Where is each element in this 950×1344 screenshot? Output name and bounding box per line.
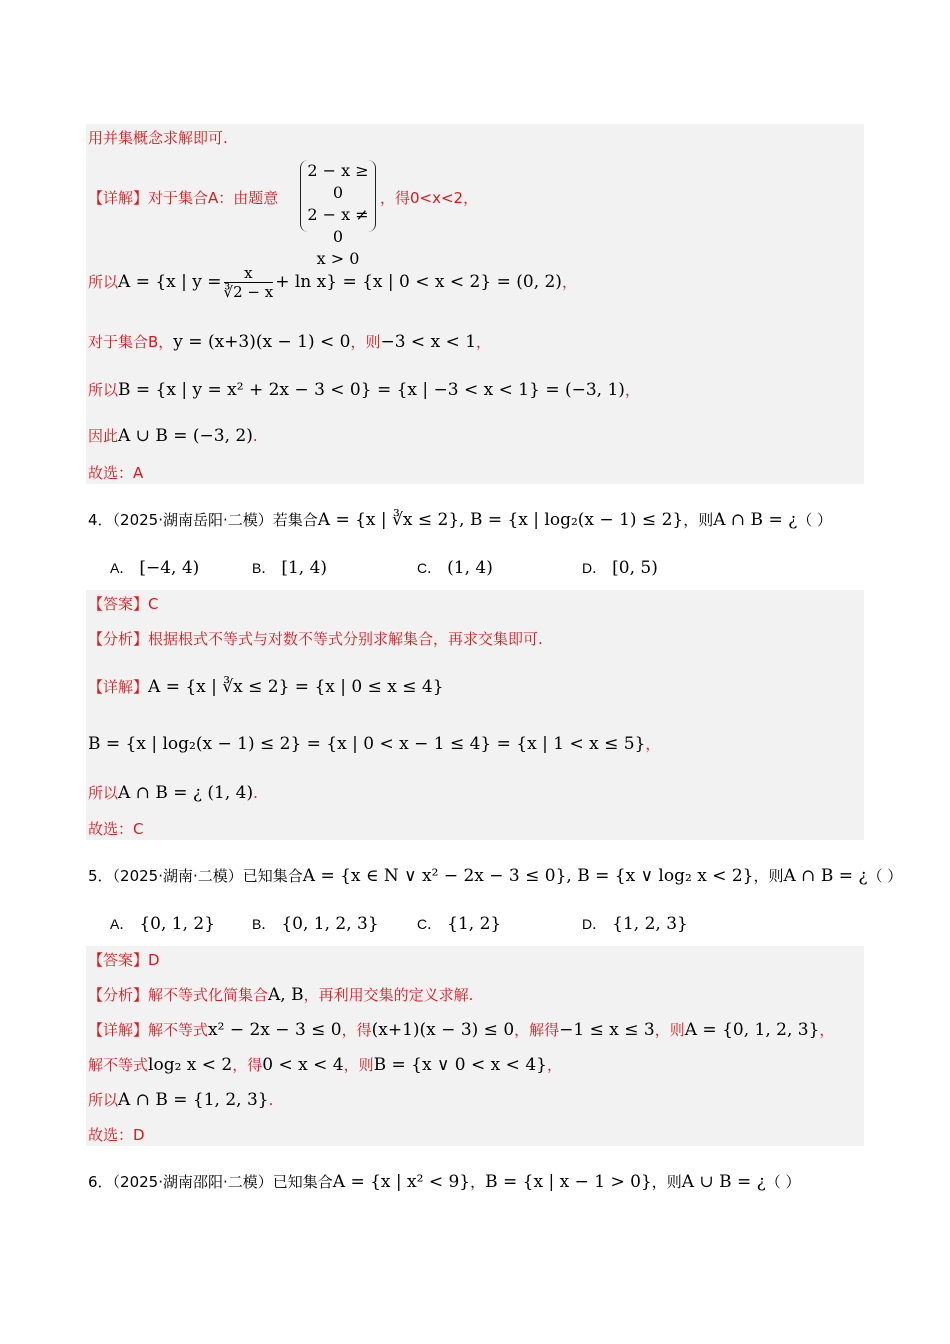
line-prefix: 因此	[88, 427, 119, 445]
set-b-line	[88, 734, 660, 754]
option-value: [1, 4)	[281, 558, 328, 578]
set-a-left: A = {x | y =	[118, 272, 222, 292]
option-a	[110, 558, 199, 578]
detail-text: 对于集合A：由题意	[148, 189, 279, 207]
line-end: ，	[476, 333, 492, 351]
solution-block-5	[86, 946, 864, 1146]
detail-math-3: −1 ≤ x ≤ 3	[559, 1020, 655, 1040]
option-value: {0, 1, 2, 3}	[281, 914, 379, 934]
set-b-line	[88, 332, 491, 352]
option-b	[252, 558, 327, 578]
detail-math: x² − 2x − 3 ≤ 0	[208, 1020, 342, 1040]
intersection-math: A ∩ B = {1, 2, 3}	[118, 1090, 269, 1110]
fraction-denominator: ∛2 − x	[223, 283, 274, 301]
system-row: 2 − x ≥ 0	[307, 161, 369, 202]
set-a-right: + ln x} = {x | 0 < x < 2} = (0, 2)	[275, 272, 562, 292]
question-4	[88, 510, 832, 530]
system-row: x > 0	[316, 249, 360, 268]
answer-choice: 故选：A	[88, 464, 144, 482]
line-end: .	[253, 784, 258, 802]
detail-result: ，得0<x<2，	[380, 189, 479, 207]
option-c	[417, 914, 501, 934]
set-b-inequality: y = (x+3)(x − 1) < 0	[173, 332, 351, 352]
question-math-2: B = {x | x − 1 > 0}	[485, 1172, 652, 1192]
option-value: {1, 2}	[447, 914, 502, 934]
option-label: C．	[417, 916, 442, 932]
option-a	[110, 914, 215, 934]
analysis-text: 解不等式化简集合	[148, 986, 269, 1004]
option-value: {1, 2, 3}	[612, 914, 688, 934]
line-end: ，	[624, 381, 640, 399]
line-text-3: ，则	[343, 1056, 374, 1074]
option-label: B．	[252, 916, 276, 932]
line-mid: ，则	[350, 333, 381, 351]
answer-paren: （ ）	[765, 1173, 801, 1191]
line-text-2: ，得	[232, 1056, 263, 1074]
line-prefix: 所以	[88, 273, 119, 291]
detail-math: A = {x | ∛x ≤ 2} = {x | 0 ≤ x ≤ 4}	[148, 677, 444, 697]
line-text: 解不等式	[88, 1056, 149, 1074]
intro-text: 用并集概念求解即可.	[88, 129, 228, 147]
analysis-line	[88, 985, 473, 1005]
line-end: ，	[546, 1056, 562, 1074]
analysis-text: 根据根式不等式与对数不等式分别求解集合，再求交集即可.	[148, 630, 543, 648]
question-math-3: A ∪ B = ¿	[681, 1172, 766, 1192]
option-label: A．	[110, 916, 134, 932]
question-mid: ，则	[753, 867, 784, 885]
line-end: ，	[819, 1021, 835, 1039]
line-math: log₂ x < 2	[148, 1055, 233, 1075]
option-label: C．	[417, 560, 442, 576]
detail-text-2: ，得	[341, 1021, 372, 1039]
answer-choice: 故选：D	[88, 1126, 145, 1144]
fraction-numerator: x	[224, 264, 274, 283]
question-number: 4．	[88, 511, 113, 529]
answer-choice: 故选：C	[88, 820, 144, 838]
answer-paren: （ ）	[797, 511, 832, 529]
detail-text: 解不等式	[148, 1021, 209, 1039]
analysis-tag: 【分析】	[88, 986, 149, 1004]
question-source: （2025·湖南岳阳·二模）若集合	[112, 511, 318, 529]
question-number: 6．	[88, 1173, 113, 1191]
detail-text-3: ，解得	[514, 1021, 560, 1039]
option-c	[417, 558, 493, 578]
set-b-result: B = {x | y = x² + 2x − 3 < 0} = {x | −3 < x < 1} = (−3, 1)	[118, 380, 625, 400]
question-6	[88, 1172, 801, 1192]
analysis-tag: 【分析】	[88, 630, 149, 648]
fraction	[224, 264, 274, 301]
question-math: A = {x ∈ N ∨ x² − 2x − 3 ≤ 0}, B = {x ∨ log₂ x < 2}	[302, 866, 754, 886]
question-source: （2025·湖南邵阳·二模）已知集合	[112, 1173, 333, 1191]
question-source: （2025·湖南·二模）已知集合	[112, 867, 303, 885]
option-value: [0, 5)	[612, 558, 658, 578]
line-prefix: 所以	[88, 784, 119, 802]
option-value: {0, 1, 2}	[139, 914, 216, 934]
question-mid: ，则	[683, 511, 714, 529]
detail-line	[88, 1020, 834, 1040]
detail-math-2: (x+1)(x − 3) ≤ 0	[371, 1020, 515, 1040]
analysis-math: A, B	[268, 985, 304, 1005]
detail-text-4: ，则	[654, 1021, 685, 1039]
line-prefix: 所以	[88, 1091, 119, 1109]
set-b-math: B = {x | log₂(x − 1) ≤ 2} = {x | 0 < x − 1 ≤ 4} = {x | 1 < x ≤ 5}	[88, 734, 646, 754]
option-b	[252, 914, 379, 934]
intersection-line	[88, 1090, 273, 1110]
intersection-line	[88, 783, 258, 803]
detail-line-1	[88, 188, 278, 208]
detail-tag: 【详解】	[88, 1021, 149, 1039]
option-label: A．	[110, 560, 134, 576]
option-label: D．	[582, 916, 607, 932]
option-label: B．	[252, 560, 276, 576]
detail-tag: 【详解】	[88, 189, 149, 207]
option-label: D．	[582, 560, 607, 576]
detail-math-4: A = {0, 1, 2, 3}	[684, 1020, 820, 1040]
intersection-math: A ∩ B = ¿ (1, 4)	[118, 783, 254, 803]
analysis-text-2: ，再利用交集的定义求解.	[303, 986, 474, 1004]
answer-paren: （ ）	[867, 867, 903, 885]
detail-tag: 【详解】	[88, 678, 149, 696]
option-d	[582, 558, 658, 578]
system-row: 2 − x ≠ 0	[307, 205, 369, 246]
line-math-2: 0 < x < 4	[262, 1055, 344, 1075]
line-end: .	[252, 427, 258, 445]
option-value: (1, 4)	[447, 558, 493, 578]
line-prefix: 对于集合B，	[88, 333, 174, 351]
answer-line: 【答案】D	[88, 951, 160, 969]
answer-line: 【答案】C	[88, 595, 159, 613]
line-prefix: 所以	[88, 381, 119, 399]
detail-line-2	[88, 1055, 562, 1075]
line-end: .	[268, 1091, 274, 1109]
question-number: 5．	[88, 867, 113, 885]
question-5	[88, 866, 902, 886]
set-b-range: −3 < x < 1	[380, 332, 477, 352]
line-end: ，	[561, 273, 577, 291]
line-math-3: B = {x ∨ 0 < x < 4}	[373, 1055, 547, 1075]
question-mid-2: ，则	[651, 1173, 682, 1191]
union-line	[88, 426, 258, 446]
detail-line	[88, 677, 444, 697]
question-math: A = {x | ∛x ≤ 2}, B = {x | log₂(x − 1) ≤ 2}	[317, 510, 684, 530]
question-math: A = {x | x² < 9}	[332, 1172, 471, 1192]
option-d	[582, 914, 688, 934]
set-b-result-line	[88, 380, 640, 400]
question-math-2: A ∩ B = ¿	[783, 866, 868, 886]
question-math-2: A ∩ B = ¿	[713, 510, 798, 530]
analysis-line	[88, 629, 543, 649]
line-end: ，	[645, 735, 661, 753]
question-mid: ，	[470, 1173, 486, 1191]
option-value: [−4, 4)	[139, 558, 200, 578]
inequality-system	[300, 160, 376, 268]
union-result: A ∪ B = (−3, 2)	[118, 426, 253, 446]
set-a-line	[88, 264, 577, 301]
